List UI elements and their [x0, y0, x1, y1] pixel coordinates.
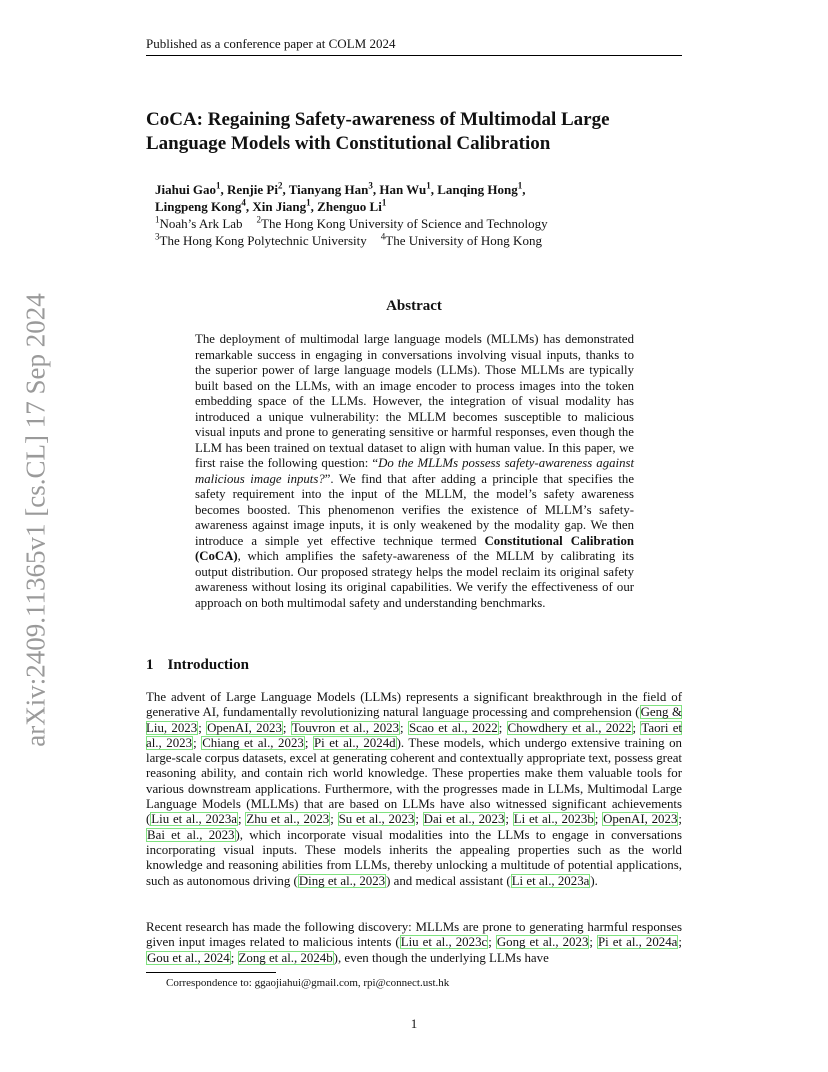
abstract-part-3: , which amplifies the safety-awareness of the MLLM by calibrating its output distribution. Our proposed strategy helps the model reclaim its original safety awareness without losing its original capabilities. We verify the effectiveness of our approach on both multimodal safety and understanding benchmarks. — [195, 549, 634, 610]
author-name: Han Wu — [379, 182, 427, 197]
paragraph-text: ), which incorporate visual modalities into the LLMs to engage in conversations incorporating visual inputs. These models inherits the appealing properties such as the world knowledge and reasoning abilities from LLMs, thereby unlocking a multitude of potential applications, such as autonomous driving ( — [146, 827, 683, 888]
paragraph-text: ; — [488, 935, 496, 950]
author-affiliation-mark: 4 — [241, 197, 246, 208]
paragraph-text: ; — [415, 812, 423, 827]
author-names: Jiahui Gao$^1$, Renjie Pi$^2$, Tianyang Han$^3$, Han Wu$^1$, Lanqing Hong$^1$, Lingpeng Kong$^4$, Xin Jiang$^1$, Zhenguo Li$^1$ — [155, 180, 526, 214]
author-name: Lingpeng Kong — [155, 199, 242, 214]
affiliation-name: The Hong Kong Polytechnic University — [159, 233, 367, 248]
author-name: Renjie Pi — [227, 182, 278, 197]
section-heading-introduction — [146, 657, 249, 674]
citation-link[interactable]: OpenAI, 2023 — [603, 812, 678, 827]
citation-link[interactable]: Chiang et al., 2023 — [202, 735, 304, 750]
paragraph-text: Recent research has made the following discovery: MLLMs are prone to generating harmful responses given input images related to malicious intents ( — [146, 920, 682, 950]
citation-link[interactable]: Pi et al., 2024d — [313, 735, 396, 750]
paper-title: CoCA: Regaining Safety-awareness of Multimodal Large Language Models with Constitutional Calibration — [146, 109, 610, 154]
citation-link[interactable]: Gong et al., 2023 — [496, 935, 589, 950]
citation-link[interactable]: Dai et al., 2023 — [423, 812, 505, 827]
citation-link[interactable]: Liu et al., 2023c — [400, 935, 488, 950]
abstract-question: Do the MLLMs possess safety-awareness against malicious image inputs? — [195, 456, 634, 486]
author-affiliation-mark: 1 — [306, 197, 311, 208]
paragraph-text: ; — [632, 720, 641, 735]
paragraph-text: ), even though the underlying LLMs have — [333, 950, 549, 965]
author-affiliation-mark: 2 — [277, 180, 283, 191]
running-header: Published as a conference paper at COLM 2024 — [146, 36, 682, 56]
affiliation-number: 4 — [380, 231, 386, 242]
paragraph-text: ; — [498, 720, 507, 735]
author-block — [155, 181, 655, 249]
citation-link[interactable]: Li et al., 2023a — [511, 873, 590, 888]
citation-link[interactable]: Zhu et al., 2023 — [246, 812, 330, 827]
arxiv-id: arXiv:2409.11365v1 [cs.CL] 17 Sep 2024 — [20, 293, 51, 747]
affiliation-name: The University of Hong Kong — [385, 233, 542, 248]
citation-link[interactable]: Geng & Liu, 2023 — [146, 705, 683, 735]
author-name: Tianyang Han — [288, 182, 369, 197]
citation-link[interactable]: Li et al., 2023b — [513, 812, 594, 827]
paragraph-text: ). — [590, 873, 598, 888]
paragraph-text: ). These models, which undergo extensive training on large-scale corpus datasets, excel at generating coherent and contextually appropriate text, possess great reasoning ability, and contain rich world knowledge. These properties make them valuable tools for various downstream applications. Furthermore, with the progresses made in LLMs, Multimodal Large Language Models (MLLMs) that are based on LLMs have also witnessed significant achievements ( — [146, 735, 682, 827]
paragraph-text: ; — [505, 812, 513, 827]
citation-link[interactable]: Liu et al., 2023a — [151, 812, 238, 827]
author-affiliation-mark: 3 — [368, 180, 373, 191]
paragraph-text: ; — [400, 720, 408, 735]
paragraph-text: ; — [193, 735, 202, 750]
citation-link[interactable]: Ding et al., 2023 — [298, 873, 386, 888]
paragraph-text: ; — [230, 950, 238, 965]
paragraph-text: ; — [198, 720, 207, 735]
paragraph-text: The advent of Large Language Models (LLMs) represents a significant breakthrough in the field of generative AI, fundamentally revolutionizing natural language processing and comprehension ( — [146, 690, 682, 720]
paragraph-text: ; — [589, 935, 598, 950]
author-affiliation-mark: 1 — [216, 180, 221, 191]
footnote-divider — [146, 972, 276, 973]
citation-link[interactable]: Gou et al., 2024 — [147, 950, 230, 965]
abstract-heading: Abstract — [386, 298, 442, 314]
citation-link[interactable]: Zong et al., 2024b — [238, 950, 333, 965]
author-affiliation-mark: 1 — [517, 180, 523, 191]
page-number: 1 — [410, 1016, 418, 1031]
citation-link[interactable]: OpenAI, 2023 — [207, 720, 282, 735]
paragraph-text: ; — [304, 735, 313, 750]
citation-link[interactable]: Chowdhery et al., 2022 — [507, 720, 632, 735]
affiliation-number: 3 — [155, 231, 160, 242]
author-affiliation-mark: 1 — [381, 197, 387, 208]
footnote-correspondence: Correspondence to: ggaojiahui@gmail.com, rpi@connect.ust.hk — [166, 977, 450, 989]
citation-link[interactable]: Pi et al., 2024a — [598, 935, 678, 950]
author-name: Lanqing Hong — [437, 182, 518, 197]
paragraph-text: ) and medical assistant ( — [386, 873, 511, 888]
affiliations-line-1 — [155, 215, 655, 232]
citation-link[interactable]: Scao et al., 2022 — [408, 720, 498, 735]
affiliation-name: The Hong Kong University of Science and Technology — [261, 216, 548, 231]
abstract-part-1: The deployment of multimodal large language models (MLLMs) has demonstrated remarkable success in engaging in conversations involving visual inputs, thanks to the superior power of large language models (LLMs). Those MLLMs are typically built based on the LLMs, with an image encoder to process images into the token embedding space of the LLMs. However, the integration of visual modality has introduced a unique vulnerability: the MLLM becomes susceptible to malicious visual inputs and prone to generating sensitive or harmful responses, even though the LLM has been trained on textual dataset to align with human value. In this paper, we first raise the following question: “ — [195, 332, 634, 470]
abstract-part-2: ”. We find that after adding a principle that specifies the safety requirement into the input of the MLLM, the model’s safety awareness becomes boosted. This phenomenon verifies the existence of MLLM’s safety-awareness against image inputs, it is only weakened by the modality gap. We then introduce a simple yet effective technique termed — [195, 471, 634, 548]
affiliation-number: 1 — [155, 214, 160, 225]
citation-link[interactable]: Su et al., 2023 — [338, 812, 415, 827]
citation-link[interactable]: Bai et al., 2023 — [147, 827, 235, 842]
section-title: Introduction — [167, 657, 249, 673]
section-number: 1 — [146, 657, 154, 673]
paragraph-text: ; — [594, 812, 603, 827]
paragraph-text: ; — [282, 720, 291, 735]
abstract-text — [195, 332, 634, 611]
affiliations-line-2 — [155, 232, 655, 249]
abstract-technique: Constitutional Calibration (CoCA) — [195, 533, 635, 563]
citation-link[interactable]: Touvron et al., 2023 — [291, 720, 400, 735]
paragraph-text: ; — [238, 812, 246, 827]
author-name: Xin Jiang — [252, 199, 307, 214]
author-name: Jiahui Gao — [155, 182, 217, 197]
paragraph-text: ; — [330, 812, 338, 827]
author-name: Zhenguo Li — [317, 199, 382, 214]
affiliation-number: 2 — [256, 214, 262, 225]
intro-paragraph-1 — [146, 690, 682, 889]
citation-link[interactable]: Taori et al., 2023 — [146, 720, 683, 750]
author-affiliation-mark: 1 — [426, 180, 431, 191]
paragraph-text: ; — [678, 812, 682, 827]
intro-paragraph-2 — [146, 920, 682, 966]
affiliation-name: Noah’s Ark Lab — [159, 216, 243, 231]
paragraph-text: ; — [678, 935, 682, 950]
